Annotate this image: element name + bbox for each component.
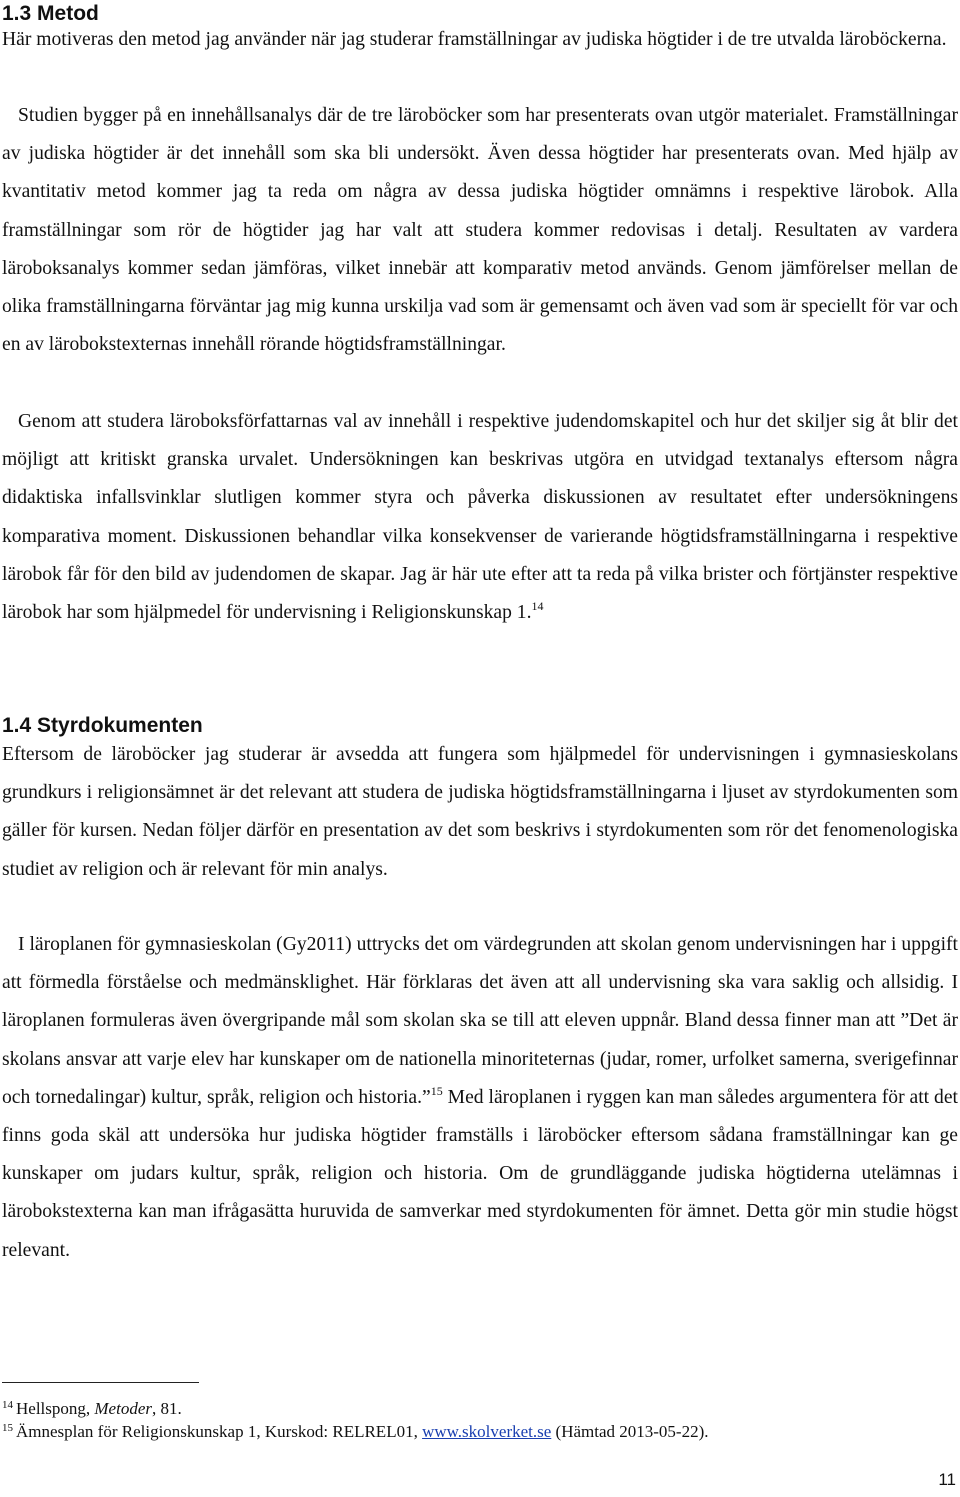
footnote-14 [2, 1398, 958, 1420]
paragraph-metod-granskning-text: Genom att studera läroboksförfattarnas val av innehåll i respektive judendomskapitel och hur det skiljer sig åt blir det möjligt att kritiskt granska urvalet. Undersökningen kan beskrivas utgöra en utvidgad textanalys eftersom några didaktiska infallsvinklar slutligen kommer styra och påverka diskussionen av resultatet efter undersökningens komparativa moment. Diskussionen behandlar vilka konsekvenser de varierande högtidsframställningarna i respektive lärobok får för den bild av judendomen de skapar. Jag är här ute efter att ta reda på vilka brister och förtjänster respektive lärobok har som hjälpmedel för undervisning i Religionskunskap 1. [2, 411, 958, 624]
paragraph-laroplanen-part2: Med läroplanen i ryggen kan man således argumentera för att det finns goda skäl att undersöka hur judiska högtider framställs i läroböcker eftersom sådana framställningar kan ge kunskaper om judars kultur, språk, religion och historia. Om de grundläggande judiska högtiderna utelämnas i lärobokstexterna kan man ifrågasätta huruvida de samverkar med styrdokumenten för ämnet. Detta gör min studie högst relevant. [2, 1086, 958, 1261]
page-number: 11 [938, 1470, 956, 1489]
paragraph-metod-studien: Studien bygger på en innehållsanalys där de tre läroböcker som har presenterats ovan utgör materialet. Framställningar av judiska högtider är det innehåll som ska bli undersökt. Även dessa högtider har presenterats ovan. Med hjälp av kvantitativ metod kommer jag ta reda om några av dessa judiska högtider omnämns i respektive lärobok. Alla framställningar som rör de högtider jag har valt att studera kommer redovisas i detalj. Resultaten av vardera läroboksanalys kommer sedan jämföras, vilket innebär att komparativ metod används. Genom jämförelser mellan de olika framställningarna förväntar jag mig kunna urskilja vad som är gemensamt och även vad som är speciellt för var och en av lärobokstexternas innehåll rörande högtidsframställningar. [2, 105, 958, 356]
footnote-15 [2, 1421, 958, 1443]
paragraph-laroplanen [2, 926, 958, 1270]
footnote-14-number: 14 [2, 1399, 13, 1411]
footnote-15-text: Ämnesplan för Religionskunskap 1, Kurskod: RELREL01, [16, 1422, 423, 1441]
section-heading-metod: 1.3 Metod [2, 2, 99, 25]
paragraph-metod-intro: Här motiveras den metod jag använder när jag studerar framställningar av judiska högtider i de tre utvalda läroböckerna. [2, 29, 947, 50]
footnote-14-author: Hellspong, [16, 1399, 95, 1418]
paragraph-laroplanen-part1: I läroplanen för gymnasieskolan (Gy2011) uttrycks det om värdegrunden att skolan genom undervisningen har i uppgift att förmedla förståelse och medmänsklighet. Här förklaras det även att all undervisning ska vara saklig och allsidig. I läroplanen formuleras även övergripande mål som skolan ska se till att eleven uppnår. Bland dessa finner man att ”Det är skolans ansvar att varje elev har kunskaper om de nationella minoriteternas (judar, romer, urfolket samerna, sverigefinnar och tornedalingar) kultur, språk, religion och historia.” [2, 934, 958, 1108]
footnote-15-link[interactable]: www.skolverket.se [422, 1422, 552, 1441]
paragraph-styrdokumenten-intro: Eftersom de läroböcker jag studerar är avsedda att fungera som hjälpmedel för undervisningen i gymnasieskolans grundkurs i religionsämnet är det relevant att studera de judiska högtidsframställningarna i ljuset av styrdokumenten som gäller för kursen. Nedan följer därför en presentation av det som beskrivs i styrdokumenten som rör det fenomenologiska studiet av religion och är relevant för min analys. [2, 744, 958, 880]
footnote-ref-15[interactable]: 15 [430, 1083, 443, 1098]
footnote-14-title: Metoder [94, 1399, 152, 1418]
section-heading-styrdokumenten: 1.4 Styrdokumenten [2, 714, 203, 737]
footnote-15-rest: (Hämtad 2013-05-22). [551, 1422, 709, 1441]
paragraph-metod-granskning [2, 403, 958, 632]
footnote-ref-14[interactable]: 14 [531, 599, 544, 614]
footnote-divider [2, 1382, 199, 1383]
footnote-14-rest: , 81. [151, 1399, 182, 1418]
footnote-15-number: 15 [2, 1422, 13, 1434]
